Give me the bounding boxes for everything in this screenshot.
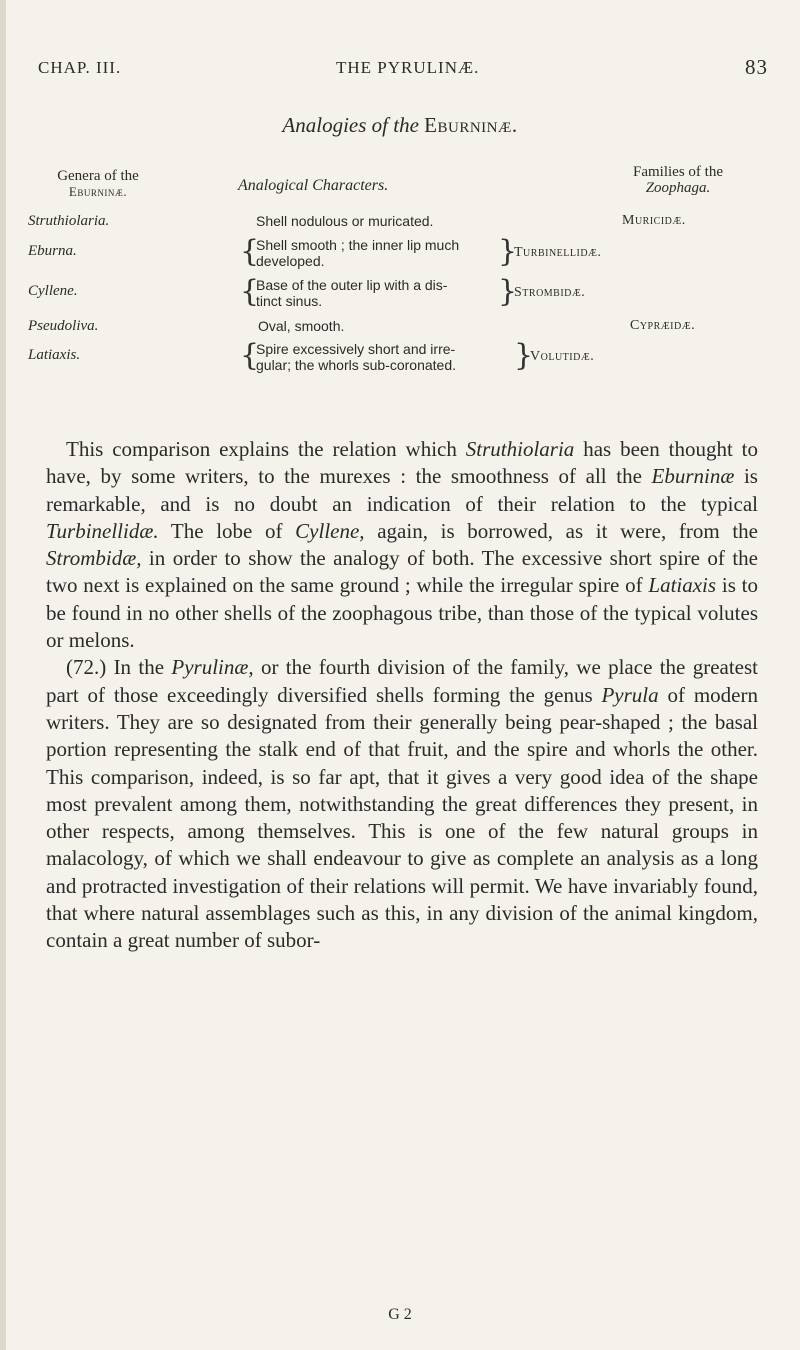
genus-name: Struthiolaria. [28,213,110,229]
header-genera-line2: Eburninæ. [68,184,128,199]
genus-name: Cyllene. [28,283,78,299]
analogical-characters [256,213,606,229]
header-analogical: Analogical Characters. [238,177,389,194]
text-run: or the fourth division of the family, we place the greatest part of those exceedingly diversified shells forming the genus [46,655,759,707]
text-run: (72.) In the [66,655,172,680]
text-run: The lobe of [158,518,296,543]
italic-run: Cyllene, [295,518,365,543]
italic-run: Struthiolaria [465,437,575,461]
char-line: developed. [256,253,325,269]
text-run: is to be found in no other shells of the zoophagous tribe, than those of the typical volutes or melons. [46,573,758,653]
table-title-family: Eburninæ. [424,113,518,137]
family-name: Strombidæ. [514,285,586,300]
char-line: Spire excessively short and irre- [256,341,456,357]
paragraph-pyrulinae [46,654,758,954]
family-name: Muricidæ. [622,213,686,228]
genus-name: Latiaxis. [28,347,81,363]
italic-run: Eburninæ [651,464,735,489]
text-run: is remarkable, and is no doubt an indication of their relation to the typical [46,464,758,516]
text-run: again, is borrowed, as it were, from the [364,518,758,543]
char-line: Shell nodulous or muricated. [256,213,434,229]
analogical-characters [258,318,608,334]
paragraph-comparison [46,436,758,654]
family-name: Cypræidæ. [630,318,696,333]
table-title-prefix: Analogies of the [282,113,419,137]
text-run: This comparison explains the relation which [66,437,466,461]
char-line: tinct sinus. [256,293,323,309]
header-genera-line1: Genera of the [57,168,139,184]
scan-edge [0,0,6,1350]
family-name: Turbinellidæ. [514,245,602,260]
text-run: of modern writers. They are so designated from their generally being pear-shaped ; the basal portion representing the stalk end of that fruit, and the spire and whorls the other. This comparison, indeed, is so far apt, that it gives a very good idea of the shape most prevalent among them, notwithstanding the great differences they present, in other respects, among themselves. This is one of the few natural groups in malacology, of which we shall endeavour to give as complete an analysis as a long and protracted investigation of their relations will permit. We have invariably found, that where natural assemblages such as this, in any division of the animal kingdom, contain a great number of subor- [46,682,758,953]
text-run: has been thought to have, by some writers, to the murexes : the smoothness of all the [46,437,758,489]
char-line: gular; the whorls sub-coronated. [256,357,456,373]
italic-run: Strombidæ, [46,546,142,571]
body-text [46,436,758,955]
page-number: 83 [745,55,768,79]
genus-name: Eburna. [28,243,77,259]
header-families [578,164,778,196]
char-line: Oval, smooth. [258,318,345,334]
header-genera [28,168,168,200]
family-name: Volutidæ. [530,349,595,364]
right-brace: } [498,274,518,309]
italic-run: Turbinellidæ. [46,518,159,543]
right-brace: } [498,234,518,269]
italic-run: Pyrula [601,682,659,707]
left-brace: { [240,234,260,269]
running-head [38,55,768,82]
genus-name: Pseudoliva. [28,318,99,334]
running-title: THE PYRULINÆ. [336,58,480,77]
italic-run: Latiaxis [648,573,717,598]
header-families-line2: Zoophaga. [645,180,711,196]
left-brace: { [240,274,260,309]
italic-run: Pyrulinæ, [171,655,254,680]
text-run: in order to show the analogy of both. The excessive short spire of the two next is explained on the same ground ; while the irregular spire of [46,546,758,598]
left-brace: { [240,338,260,373]
header-families-line1: Families of the [633,164,723,180]
signature-mark: G 2 [388,1306,412,1323]
chapter-label: CHAP. III. [38,58,122,77]
table-title [0,113,800,138]
char-line: Base of the outer lip with a dis- [256,277,448,293]
char-line: Shell smooth ; the inner lip much [256,237,460,253]
right-brace: } [514,338,534,373]
